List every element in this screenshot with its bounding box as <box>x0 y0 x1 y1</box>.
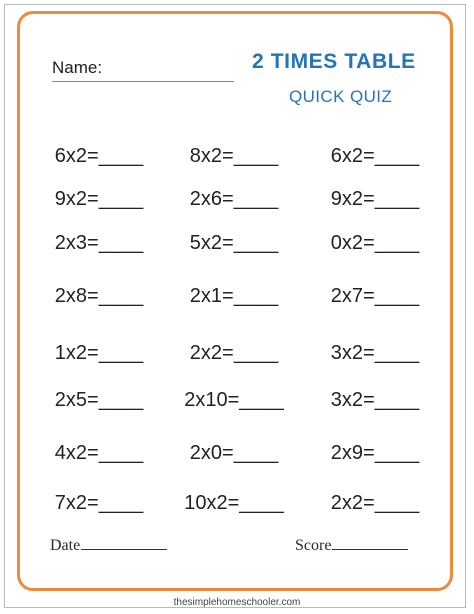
name-line <box>52 81 234 82</box>
worksheet-subtitle: QUICK QUIZ <box>289 87 393 106</box>
problem-r2-c2: 2x6=____ <box>189 188 279 210</box>
problem-r3-c3: 0x2=____ <box>330 232 420 254</box>
problem-r1-c2: 8x2=____ <box>189 145 279 167</box>
problem-r3-c1: 2x3=____ <box>54 232 144 254</box>
problem-r4-c3: 2x7=____ <box>330 285 420 307</box>
problem-r4-c1: 2x8=____ <box>54 285 144 307</box>
score-line <box>332 549 408 550</box>
problem-r6-c3: 3x2=____ <box>330 389 420 411</box>
problem-r3-c2: 5x2=____ <box>189 232 279 254</box>
worksheet-title: 2 TIMES TABLE <box>252 50 416 73</box>
date-label: Date <box>50 537 81 554</box>
problem-r8-c3: 2x2=____ <box>330 492 420 514</box>
site-credit: thesimplehomeschooler.com <box>173 597 301 608</box>
problem-r7-c1: 4x2=____ <box>54 442 144 464</box>
problem-r8-c1: 7x2=____ <box>54 492 144 514</box>
problem-r5-c2: 2x2=____ <box>189 342 279 364</box>
problem-r1-c1: 6x2=____ <box>54 145 144 167</box>
problem-r8-c2: 10x2=____ <box>184 492 284 514</box>
name-label: Name: <box>52 58 103 77</box>
score-field <box>295 537 408 555</box>
problem-r6-c2: 2x10=____ <box>184 389 284 411</box>
problem-r6-c1: 2x5=____ <box>54 389 144 411</box>
date-field <box>50 537 167 555</box>
problem-r2-c1: 9x2=____ <box>54 188 144 210</box>
problem-r5-c3: 3x2=____ <box>330 342 420 364</box>
problem-r7-c3: 2x9=____ <box>330 442 420 464</box>
score-label: Score <box>295 537 332 554</box>
date-line <box>81 549 167 550</box>
problem-r7-c2: 2x0=____ <box>189 442 279 464</box>
problem-r4-c2: 2x1=____ <box>189 285 279 307</box>
problem-r2-c3: 9x2=____ <box>330 188 420 210</box>
problem-r5-c1: 1x2=____ <box>54 342 144 364</box>
problem-r1-c3: 6x2=____ <box>330 145 420 167</box>
